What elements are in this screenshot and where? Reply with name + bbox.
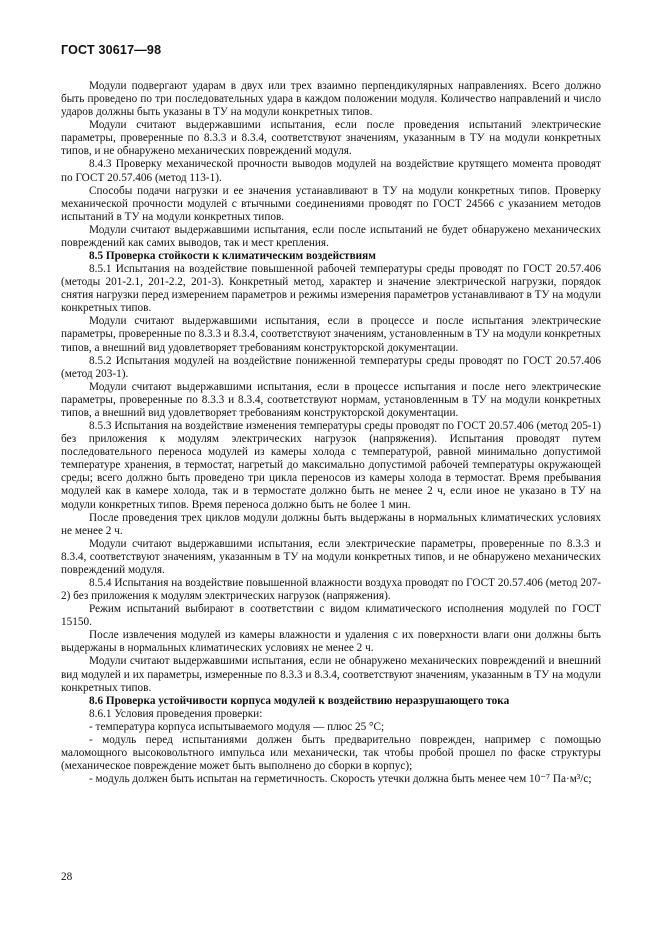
paragraph: Модули считают выдержавшими испытания, если в процессе испытания и после него электрические параметры, проверенные по 8.3.3 и 8.3.4, соответствуют нормам, установленным в ТУ на модули конкретных типов, а внешний вид удовлетворяет требованиям конструкторской документации. bbox=[61, 380, 601, 419]
paragraph: После проведения трех циклов модули должны быть выдержаны в нормальных климатических условиях не менее 2 ч. bbox=[61, 511, 601, 537]
paragraph: Модули считают выдержавшими испытания, если после проведения испытаний электрические параметры, проверенные по 8.3.3 и 8.3.4, соответствуют значениям, указанным в ТУ на модули конкретных типов, и не обнаружено механических повреждений модуля. bbox=[61, 119, 601, 158]
paragraph: Режим испытаний выбирают в соответствии с видом климатического исполнения модулей по ГОСТ 15150. bbox=[61, 603, 601, 629]
paragraph: Модули считают выдержавшими испытания, если после испытаний не будет обнаружено механических повреждений как самих выводов, так и мест крепления. bbox=[61, 223, 601, 249]
paragraph: После извлечения модулей из камеры влажности и удаления с их поверхности влаги они должны быть выдержаны в нормальных климатических условиях не менее 2 ч. bbox=[61, 629, 601, 655]
paragraph: Модули считают выдержавшими испытания, если электрические параметры, проверенные по 8.3.3 и 8.3.4, соответствуют значениям, указанным в ТУ на модули конкретных типов, и не обнаружено механических повреждений модуля. bbox=[61, 537, 601, 576]
list-item: - температура корпуса испытываемого модуля — плюс 25 °С; bbox=[89, 720, 385, 733]
paragraph: 8.4.3 Проверку механической прочности выводов модулей на воздействие крутящего момента проводят по ГОСТ 20.57.406 (метод 113-1). bbox=[61, 158, 601, 184]
page-header: ГОСТ 30617—98 bbox=[61, 43, 162, 57]
body-text bbox=[61, 80, 601, 786]
list-item: - модуль должен быть испытан на герметичность. Скорость утечки должна быть менее чем 10⁻⁷ Па·м³/с; bbox=[89, 773, 592, 786]
paragraph: 8.5.3 Испытания на воздействие изменения температуры среды проводят по ГОСТ 20.57.406 (метод 205-1) без приложения к модулям электрических нагрузок (напряжения). Испытания проводят путем последовательного переноса модулей из камеры холода с температурой, равной минимально допустимой температуре хранения, в термостат, нагретый до максимально допустимой рабочей температуры окружающей среды; всего должно быть проведено три цикла переносов из камеры холода в термостат. Время пребывания модулей как в камере холода, так и в термостате должно быть не менее 2 ч, если иное не указано в ТУ на модули конкретных типов. Время переноса должно быть не более 1 мин. bbox=[61, 420, 601, 511]
paragraph: 8.5.2 Испытания модулей на воздействие пониженной температуры среды проводят по ГОСТ 20.57.406 (метод 203-1). bbox=[61, 354, 601, 380]
list-item: - модуль перед испытаниями должен быть предварительно поврежден, например с помощью маломощного высоковольтного импульса или механически, так чтобы пробой прошел по фаске структуры (механическое повреждение может быть выполнено до сборки в корпус); bbox=[61, 733, 601, 773]
paragraph: Модули подвергают ударам в двух или трех взаимно перпендикулярных направлениях. Всего должно быть проведено по три последовательных удара в каждом положении модуля. Количество направлений и число ударов должны быть указаны в ТУ на модули конкретных типов. bbox=[61, 80, 601, 119]
paragraph: Способы подачи нагрузки и ее значения устанавливают в ТУ на модули конкретных типов. Проверку механической прочности модулей с втычными соединениями проводят по ГОСТ 24566 с указанием методов испытаний в ТУ на модули конкретных типов. bbox=[61, 184, 601, 223]
page-number: 28 bbox=[61, 871, 73, 883]
section-heading: 8.6 Проверка устойчивости корпуса модулей к воздействию неразрушающего тока bbox=[89, 694, 510, 707]
paragraph: 8.5.4 Испытания на воздействие повышенной влажности воздуха проводят по ГОСТ 20.57.406 (метод 207-2) без приложения к модулям электрических нагрузок (напряжения). bbox=[61, 576, 601, 603]
paragraph: 8.5.1 Испытания на воздействие повышенной рабочей температуры среды проводят по ГОСТ 20.57.406 (методы 201-2.1, 201-2.2, 201-3). Конкретный метод, характер и значение электрической нагрузки, порядок снятия нагрузки перед измерением параметров и режимы измерения параметров устанавливают в ТУ на модули конкретных типов. bbox=[61, 263, 601, 315]
paragraph: Модули считают выдержавшими испытания, если не обнаружено механических повреждений и внешний вид модулей и их параметры, измеренные по 8.3.3 и 8.3.4, соответствуют значениям, указанным в ТУ на модули конкретных типов. bbox=[61, 655, 601, 694]
section-heading: 8.5 Проверка стойкости к климатическим воздействиям bbox=[89, 250, 376, 263]
paragraph: 8.6.1 Условия проведения проверки: bbox=[89, 707, 263, 720]
paragraph: Модули считают выдержавшими испытания, если в процессе и после испытания электрические параметры, проверенные по 8.3.3 и 8.3.4, соответствуют значениям, установленным в ТУ на модули конкретных типов, а внешний вид удовлетворяет требованиям конструкторской документации. bbox=[61, 315, 601, 354]
